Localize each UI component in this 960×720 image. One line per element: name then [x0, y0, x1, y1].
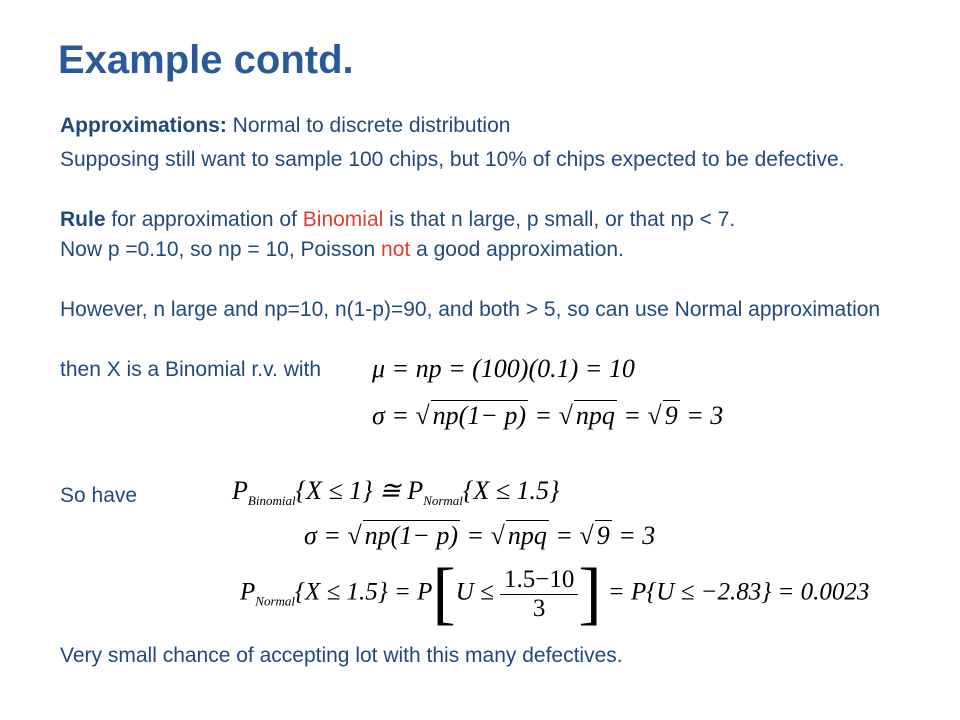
binomial-highlight: Binomial — [302, 208, 384, 231]
fraction: $\frac{1.5-10}{3}$ — [500, 566, 578, 623]
supposing-paragraph: Supposing still want to sample 100 chips, but 10% of chips expected to be defective. — [60, 148, 845, 171]
however-paragraph: However, n large and np=10, n(1-p)=90, and both > 5, so can use Normal approximation — [60, 298, 881, 321]
approximations-line — [60, 114, 920, 138]
rule-text-2: is that n large, p small, or that np < 7. — [383, 208, 736, 231]
rule-text-1: for approximation of — [105, 208, 303, 231]
approximations-text: Normal to discrete distribution — [226, 114, 511, 137]
poisson-text-1: Now p =0.10, so np = 10, Poisson — [60, 238, 382, 261]
poisson-text-2: a good approximation. — [410, 238, 624, 261]
not-highlight: not — [381, 238, 411, 261]
sigma-equation-2: σ = √ np(1− p) = √ npq = √ 9 = 3 — [304, 521, 656, 550]
probability-equation-2: $P_{Normal}\{X \le 1.5\} = P[U$ ≤ $\frac{1.5-10}{3}$ ] = P{U ≤ −2.83} = 0.0023 — [240, 555, 870, 632]
then-x-line: then X is a Binomial r.v. with — [60, 358, 322, 381]
poisson-line — [60, 238, 920, 262]
conclusion-line: Very small chance of accepting lot with this many defectives. — [60, 644, 623, 667]
so-have-label: So have — [60, 484, 138, 507]
mu-equation: μ = np = (100)(0.1) = 10 — [372, 354, 635, 383]
probability-equation-1: $P_{Binomial}\{X \le 1\}$ ≅ $P_{Normal}\{X \le 1.5\}$ — [232, 476, 560, 508]
sigma-equation-1: σ = √ np(1− p) = √ npq = √ 9 = 3 — [372, 401, 724, 430]
rule-label: Rule — [60, 208, 106, 231]
rule-line — [60, 208, 920, 232]
approximations-label: Approximations: — [60, 114, 227, 137]
slide-title: Example contd. — [58, 38, 354, 82]
